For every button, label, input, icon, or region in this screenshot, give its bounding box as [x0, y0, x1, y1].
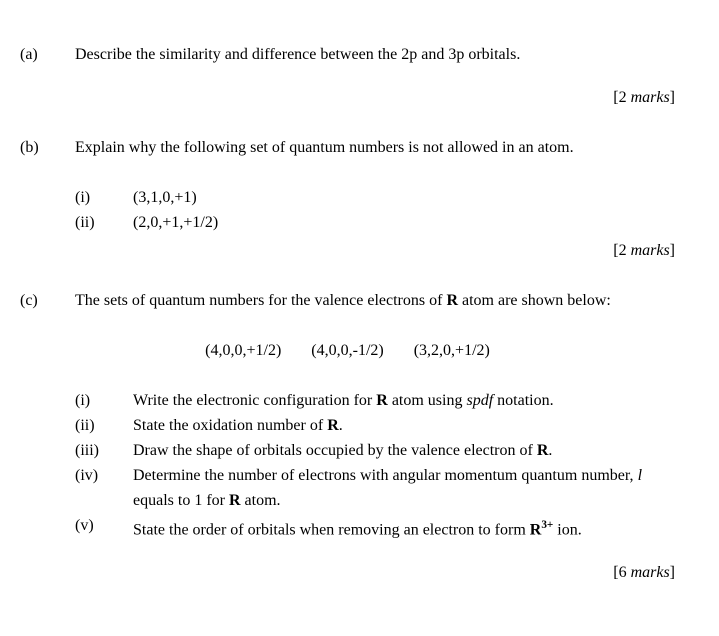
text-fragment: .	[548, 442, 553, 459]
part-c-intro	[75, 288, 675, 313]
subitem-b-i-text: (3,1,0,+1)	[133, 189, 197, 206]
text-fragment: .	[338, 417, 343, 434]
quantum-number-sets	[20, 338, 675, 363]
text-fragment: State the order of orbitals when removing an electron to form	[133, 521, 530, 539]
part-c-intro-text: atom are shown below:	[458, 292, 611, 309]
subitem-c-ii	[75, 413, 675, 438]
quantum-set-3: (3,2,0,+1/2)	[413, 342, 490, 359]
marks-open: [2	[613, 242, 631, 259]
element-symbol: R	[376, 392, 388, 409]
part-c-marks	[20, 560, 675, 585]
part-b-marks	[20, 238, 675, 263]
part-b-items-content	[75, 185, 675, 235]
quantum-set-1: (4,0,0,+1/2)	[205, 342, 282, 359]
text-fragment: Write the electronic configuration for	[133, 392, 377, 409]
part-c-intro-text: The sets of quantum numbers for the valence electrons of	[75, 292, 447, 309]
text-fragment: Draw the shape of orbitals occupied by the valence electron of	[133, 442, 537, 459]
part-a-text: Describe the similarity and difference between the 2p and 3p orbitals.	[75, 46, 521, 63]
subitem-c-i-label: (i)	[75, 392, 91, 409]
subitem-b-ii-label: (ii)	[75, 214, 95, 231]
subitem-c-v-text	[133, 513, 675, 542]
element-symbol: R	[446, 292, 458, 309]
quantum-set-2: (4,0,0,-1/2)	[311, 342, 384, 359]
subitem-b-i	[75, 185, 675, 210]
marks-close: ]	[669, 564, 675, 582]
question-part-b	[20, 135, 675, 160]
subitem-c-iii	[75, 438, 675, 463]
text-fragment: atom using	[387, 392, 467, 409]
text-fragment: Determine the number of electrons with angular momentum quantum number,	[133, 467, 638, 484]
subitem-c-ii-label: (ii)	[75, 417, 95, 434]
text-fragment: State the oxidation number of	[133, 417, 328, 434]
part-c-items-content	[75, 388, 675, 542]
element-symbol: R	[228, 492, 241, 509]
text-fragment: notation.	[493, 392, 554, 409]
text-fragment: atom.	[240, 492, 281, 509]
question-part-c	[20, 288, 675, 313]
element-symbol: R	[327, 417, 339, 434]
ion-charge-superscript: 3+	[541, 519, 554, 531]
subitem-b-ii-text: (2,0,+1,+1/2)	[133, 214, 219, 231]
subitem-c-iv	[75, 463, 675, 513]
part-b-label: (b)	[20, 139, 39, 156]
subitem-b-ii	[75, 210, 675, 235]
marks-word: marks	[630, 564, 670, 582]
part-b-text: Explain why the following set of quantum numbers is not allowed in an atom.	[75, 139, 574, 156]
subitem-c-iii-text	[133, 438, 675, 463]
part-c-items	[20, 388, 675, 542]
subitem-c-iii-label: (iii)	[75, 442, 99, 459]
marks-word: marks	[630, 242, 670, 259]
element-symbol: R	[536, 442, 549, 459]
question-part-a	[20, 42, 675, 67]
element-symbol: R	[529, 521, 542, 539]
marks-close: ]	[669, 242, 675, 259]
quantum-number-l: l	[637, 467, 643, 484]
part-a-marks	[20, 85, 675, 110]
subitem-c-v-label: (v)	[75, 517, 94, 534]
subitem-c-iv-text	[133, 463, 675, 513]
subitem-c-i	[75, 388, 675, 413]
part-b-items	[20, 185, 675, 235]
marks-word: marks	[630, 89, 670, 106]
marks-open: [2	[613, 89, 631, 106]
subitem-b-i-label: (i)	[75, 189, 91, 206]
subitem-c-ii-text	[133, 413, 675, 438]
text-fragment: ion.	[553, 521, 582, 539]
subitem-c-iv-label: (iv)	[75, 467, 99, 484]
subitem-c-i-text	[133, 388, 675, 413]
subitem-c-v	[75, 513, 675, 542]
spdf-notation: spdf	[466, 392, 494, 409]
marks-open: [6	[613, 564, 631, 582]
text-fragment: equals to 1 for	[133, 492, 229, 509]
part-c-label: (c)	[20, 292, 38, 309]
part-a-label: (a)	[20, 46, 38, 63]
marks-close: ]	[669, 89, 675, 106]
